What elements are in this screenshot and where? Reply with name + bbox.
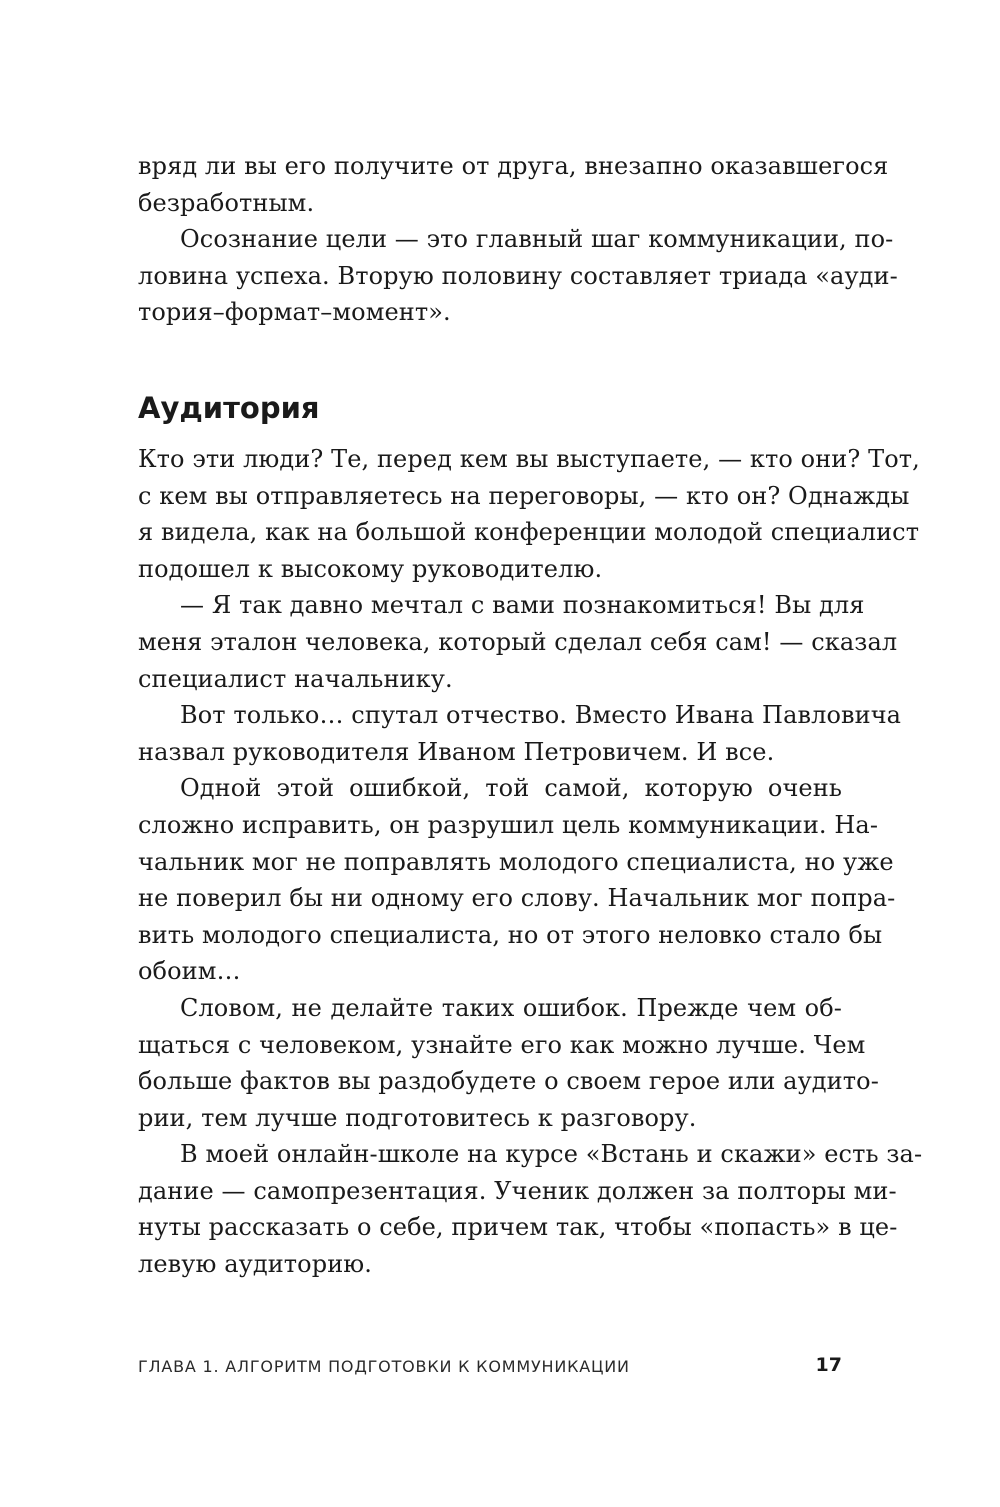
text-line: левую аудиторию.: [138, 1250, 373, 1279]
text-line: нуты рассказать о себе, причем так, чтобы «попасть» в це-: [138, 1213, 898, 1242]
paragraph: [138, 697, 902, 770]
text-line: я видела, как на большой конференции молодой специалист: [138, 518, 920, 547]
paragraph: [138, 587, 898, 697]
text-line: рии, тем лучше подготовитесь к разговору.: [138, 1103, 697, 1132]
text-line: Кто эти люди? Те, перед кем вы выступаете, — кто они? Тот,: [138, 445, 920, 473]
text-line: Словом, не делайте таких ошибок. Прежде чем об-: [180, 993, 842, 1022]
text-line: щаться с человеком, узнайте его как можно лучше. Чем: [138, 1030, 866, 1059]
paragraph: [138, 148, 889, 221]
text-line: специалист начальнику.: [138, 664, 453, 693]
text-line: дание — самопрезентация. Ученик должен за полторы ми-: [138, 1176, 897, 1205]
top-text-block: [138, 148, 898, 331]
paragraph: [138, 441, 920, 587]
section-heading: Аудитория: [138, 391, 320, 425]
text-line: с кем вы отправляетесь на переговоры, — кто он? Однажды: [138, 481, 910, 510]
text-line: подошел к высокому руководителю.: [138, 554, 603, 583]
paragraph: [138, 221, 898, 331]
text-line: В моей онлайн-школе на курсе «Встань и скажи» есть за-: [180, 1140, 923, 1169]
text-line: сложно исправить, он разрушил цель коммуникации. На-: [138, 810, 879, 839]
text-line: ловина успеха. Вторую половину составляет триада «ауди-: [138, 261, 898, 290]
text-line: безработным.: [138, 188, 315, 217]
text-line: не поверил бы ни одному его слову. Начальник мог попра-: [138, 884, 896, 913]
text-line: — Я так давно мечтал с вами познакомиться! Вы для: [180, 591, 865, 620]
text-line: вить молодого специалиста, но от этого неловко стало бы: [138, 920, 883, 949]
text-line: назвал руководителя Иваном Петровичем. И все.: [138, 737, 775, 766]
text-line: меня эталон человека, который сделал себя сам! — сказал: [138, 627, 898, 656]
section-body-text: [138, 441, 923, 1283]
paragraph: [138, 1136, 923, 1282]
page-number: 17: [815, 1354, 842, 1376]
text-line: чальник мог не поправлять молодого специалиста, но уже: [138, 847, 894, 876]
text-line: вряд ли вы его получите от друга, внезапно оказавшегося: [138, 152, 889, 180]
text-line: тория–формат–момент».: [138, 298, 451, 327]
running-footer-chapter-title: ГЛАВА 1. АЛГОРИТМ ПОДГОТОВКИ К КОММУНИКАЦИИ: [138, 1357, 630, 1376]
text-line: Осознание цели — это главный шаг коммуникации, по-: [180, 225, 894, 254]
text-line: обоим…: [138, 957, 241, 986]
paragraph: [138, 990, 879, 1136]
text-line: Одной этой ошибкой, той самой, которую очень: [180, 774, 842, 803]
paragraph: [138, 770, 896, 990]
text-line: больше фактов вы раздобудете о своем герое или аудито-: [138, 1067, 879, 1096]
text-line: Вот только… спутал отчество. Вместо Ивана Павловича: [180, 701, 902, 730]
